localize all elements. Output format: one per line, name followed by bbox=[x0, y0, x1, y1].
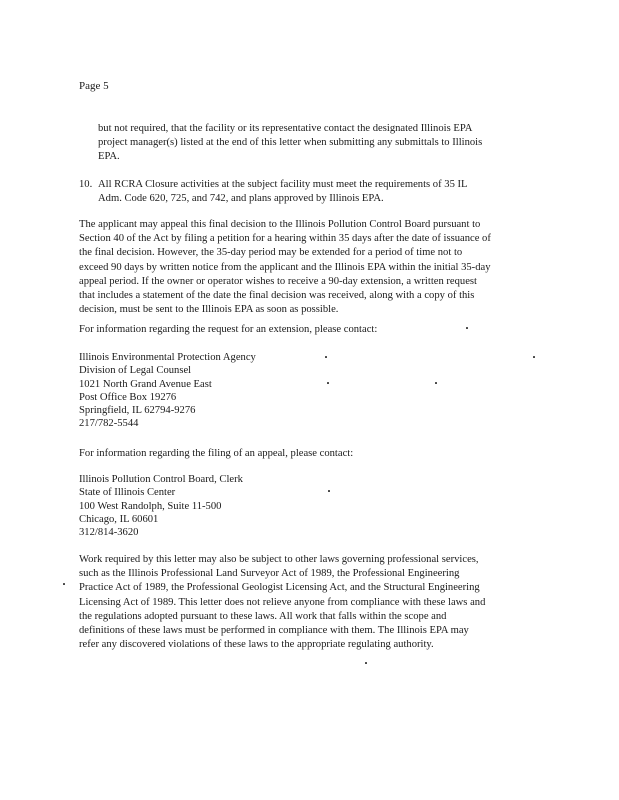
text-line: EPA. bbox=[98, 151, 120, 163]
address-line: Illinois Pollution Control Board, Clerk bbox=[79, 474, 243, 485]
numbered-item-10 bbox=[79, 178, 468, 206]
text-line: Adm. Code 620, 725, and 742, and plans approved by Illinois EPA. bbox=[98, 193, 384, 205]
text-line: appeal period. If the owner or operator wishes to receive a 90-day extension, a written request bbox=[79, 275, 477, 287]
extension-contact-intro bbox=[79, 323, 377, 337]
scan-speck bbox=[435, 382, 437, 384]
address-line: State of Illinois Center bbox=[79, 487, 176, 499]
text-line: that includes a statement of the date the final decision was received, along with a copy of this bbox=[79, 289, 475, 301]
item-number: 10. bbox=[79, 179, 93, 190]
page-number-header: Page 5 bbox=[79, 80, 109, 92]
address-line: 217/782-5544 bbox=[79, 418, 139, 430]
text-line: For information regarding the filing of an appeal, please contact: bbox=[79, 448, 354, 459]
text-line: Licensing Act of 1989. This letter does not relieve anyone from compliance with these laws and bbox=[79, 596, 486, 608]
text-line: refer any discovered violations of these laws to the appropriate regulating authority. bbox=[79, 639, 434, 651]
text-line: the regulations adopted pursuant to these laws. All work that falls within the scope and bbox=[79, 610, 447, 622]
address-line: Post Office Box 19276 bbox=[79, 391, 177, 403]
scan-speck bbox=[533, 356, 535, 358]
text-line: Practice Act of 1989, the Professional Geologist Licensing Act, and the Structural Engineering bbox=[79, 582, 480, 594]
pollution-control-board-address bbox=[79, 473, 243, 539]
scan-speck bbox=[328, 490, 330, 492]
continuation-paragraph bbox=[98, 122, 482, 165]
scan-speck bbox=[325, 356, 327, 358]
scan-speck bbox=[327, 382, 329, 384]
text-line: All RCRA Closure activities at the subject facility must meet the requirements of 35 IL bbox=[98, 179, 468, 190]
text-line: project manager(s) listed at the end of this letter when submitting any submittals to Illinois bbox=[98, 137, 483, 149]
text-line: but not required, that the facility or its representative contact the designated Illinois EPA bbox=[98, 123, 473, 134]
professional-services-paragraph bbox=[79, 553, 485, 652]
text-line: definitions of these laws must be performed in compliance with them. The Illinois EPA may bbox=[79, 624, 469, 636]
text-line: exceed 90 days by written notice from the applicant and the Illinois EPA within the initial 35-day bbox=[79, 261, 491, 273]
text-line: Section 40 of the Act by filing a petition for a hearing within 35 days after the date of issuance of bbox=[79, 233, 491, 245]
address-line: Chicago, IL 60601 bbox=[79, 513, 159, 525]
address-line: Springfield, IL 62794-9276 bbox=[79, 405, 196, 417]
address-line: Illinois Environmental Protection Agency bbox=[79, 352, 256, 363]
scan-speck bbox=[365, 662, 367, 664]
text-line: The applicant may appeal this final decision to the Illinois Pollution Control Board pursuant to bbox=[79, 219, 481, 230]
text-line: For information regarding the request for an extension, please contact: bbox=[79, 324, 378, 335]
text-line: Work required by this letter may also be subject to other laws governing professional services, bbox=[79, 554, 479, 565]
text-line: such as the Illinois Professional Land Surveyor Act of 1989, the Professional Engineering bbox=[79, 568, 460, 580]
appeal-contact-intro bbox=[79, 447, 353, 461]
epa-legal-counsel-address bbox=[79, 351, 256, 431]
scan-speck bbox=[466, 327, 468, 329]
address-line: 312/814-3620 bbox=[79, 527, 139, 539]
text-line: the final decision. However, the 35-day period may be extended for a period of time not to bbox=[79, 247, 463, 259]
address-line: Division of Legal Counsel bbox=[79, 365, 192, 377]
address-line: 1021 North Grand Avenue East bbox=[79, 378, 212, 390]
text-line: decision, must be sent to the Illinois EPA as soon as possible. bbox=[79, 304, 339, 316]
appeal-paragraph bbox=[79, 218, 491, 317]
scan-speck bbox=[63, 583, 65, 585]
address-line: 100 West Randolph, Suite 11-500 bbox=[79, 500, 222, 512]
